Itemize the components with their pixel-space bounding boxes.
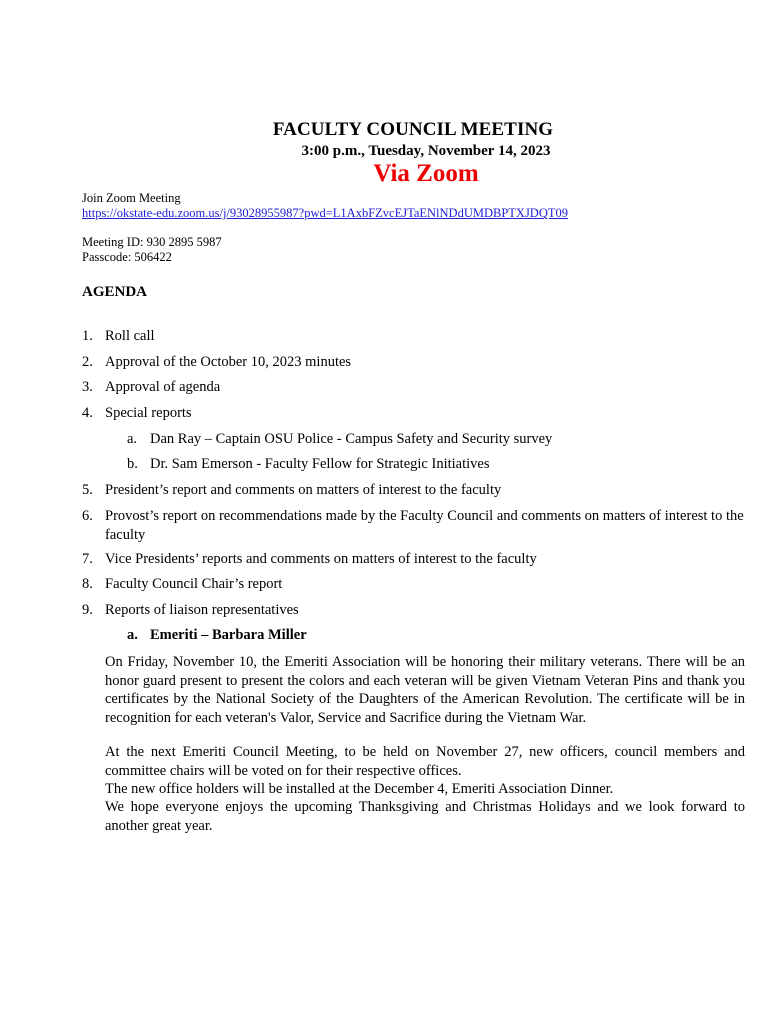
meeting-location: Via Zoom [373, 160, 479, 187]
agenda-item: 4. Special reports [82, 405, 192, 421]
emeriti-paragraph: The new office holders will be installed at the December 4, Emeriti Association Dinner. [105, 781, 614, 797]
emeriti-paragraph: At the next Emeriti Council Meeting, to be held on November 27, new officers, council members and committee chairs will be voted on for their respective offices. [105, 744, 745, 779]
zoom-passcode: Passcode: 506422 [82, 250, 172, 264]
zoom-meeting-link[interactable]: https://okstate-edu.zoom.us/j/93028955987?pwd=L1AxbFZvcEJTaENlNDdUMDBPTXJDQT09 [82, 206, 568, 220]
emeriti-paragraph: We hope everyone enjoys the upcoming Thanksgiving and Christmas Holidays and we look forward to another great year. [105, 799, 745, 834]
zoom-meeting-id: Meeting ID: 930 2895 5987 [82, 235, 222, 249]
liaison-item: a. Emeriti – Barbara Miller [127, 627, 307, 643]
agenda-item: 9. Reports of liaison representatives [82, 602, 299, 618]
agenda-item: 5. President’s report and comments on matters of interest to the faculty [82, 482, 502, 498]
page-title: FACULTY COUNCIL MEETING [272, 119, 554, 140]
agenda-item: 3. Approval of agenda [82, 379, 221, 395]
agenda-item: 6. Provost’s report on recommendations made by the Faculty Council and comments on matters of interest to the faculty [82, 508, 744, 543]
agenda-heading: AGENDA [82, 284, 148, 300]
special-report-item: a. Dan Ray – Captain OSU Police - Campus Safety and Security survey [127, 431, 553, 447]
agenda-item: 8. Faculty Council Chair’s report [82, 576, 283, 592]
meeting-datetime: 3:00 p.m., Tuesday, November 14, 2023 [301, 143, 551, 159]
zoom-join-label: Join Zoom Meeting [82, 191, 181, 205]
agenda-item: 2. Approval of the October 10, 2023 minutes [82, 354, 352, 370]
agenda-item: 1. Roll call [82, 328, 155, 344]
agenda-item: 7. Vice Presidents’ reports and comments on matters of interest to the faculty [82, 551, 537, 567]
special-report-item: b. Dr. Sam Emerson - Faculty Fellow for Strategic Initiatives [127, 456, 490, 472]
emeriti-paragraph: On Friday, November 10, the Emeriti Association will be honoring their military veterans. There will be an honor guard present to present the colors and each veteran will be given Vietnam Veteran Pins and thank you certificates by the National Society of the Daughters of the American Revolution. The certificate will be in recognition for each veteran's Valor, Service and Sacrifice during the Vietnam War. [105, 654, 745, 726]
